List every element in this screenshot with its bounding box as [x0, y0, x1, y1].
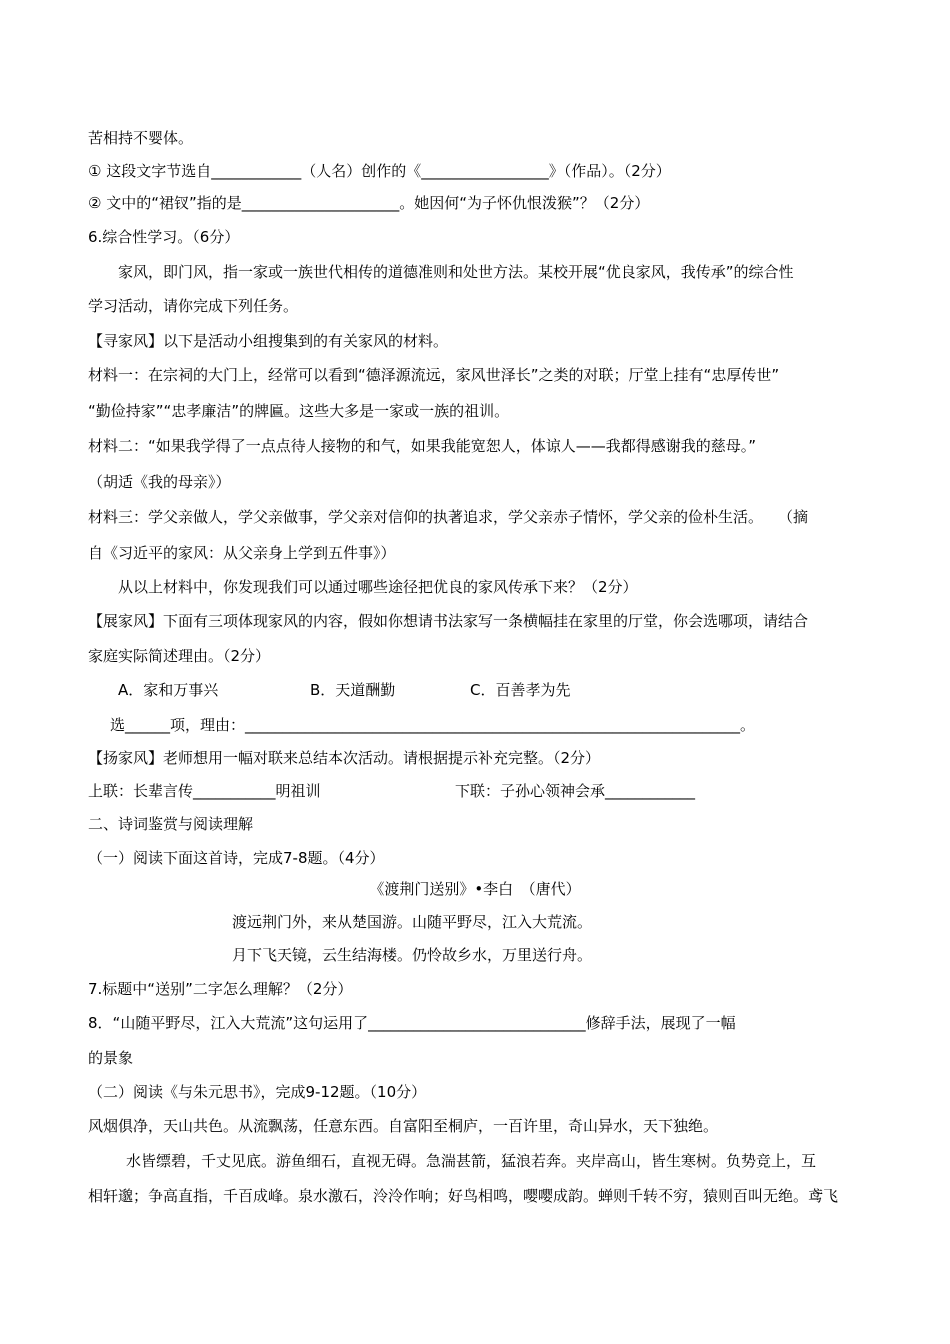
passage-line-1: 风烟俱净，天山共色。从流飘荡，任意东西。自富阳至桐庐，一百许里，奇山异水，天下独绝。 [88, 1117, 719, 1135]
couplet-lower: 下联：子孙心领神会承____________ [455, 782, 696, 800]
couplet-upper: 上联：长辈言传___________明祖训 [88, 782, 321, 800]
text-line-1: 苦相持不婴体。 [88, 129, 194, 147]
question-8: 8．“山随平野尽，江入大荒流”这句运用了_____________________________修辞手法，展现了一幅 [88, 1014, 736, 1032]
part-2-heading: （二）阅读《与朱元思书》，完成9-12题。（10分） [88, 1083, 427, 1101]
question-5-1: ① 这段文字节选自____________（人名）创作的《_________________》（作品）。（2分） [88, 162, 671, 180]
material-3-source: 自《习近平的家风：从父亲身上学到五件事》） [88, 544, 396, 562]
task-spread-heading: 【扬家风】老师想用一幅对联来总结本次活动。请根据提示补充完整。（2分） [88, 749, 601, 767]
poem-line-2: 月下飞天镜，云生结海楼。仍怜故乡水，万里送行舟。 [232, 946, 593, 964]
option-c: C．百善孝为先 [470, 681, 571, 699]
question-7: 7.标题中“送别”二字怎么理解？（2分） [88, 980, 353, 998]
task-seek-heading: 【寻家风】以下是活动小组搜集到的有关家风的材料。 [88, 332, 449, 350]
passage-line-2: 水皆缥碧，千丈见底。游鱼细石，直视无碍。急湍甚箭，猛浪若奔。夹岸高山，皆生寒树。负势竞上，互 [126, 1152, 817, 1170]
paragraph-intro-cont: 学习活动，请你完成下列任务。 [88, 297, 299, 315]
material-1: 材料一：在宗祠的大门上，经常可以看到“德泽源流远，家风世泽长”之类的对联；厅堂上挂有“忠厚传世” [88, 366, 780, 384]
section-6-heading: 6.综合性学习。（6分） [88, 228, 240, 246]
question-seek: 从以上材料中，你发现我们可以通过哪些途径把优良的家风传承下来？（2分） [118, 578, 638, 596]
question-8-cont: 的景象 [88, 1049, 134, 1067]
material-3: 材料三：学父亲做人，学父亲做事，学父亲对信仰的执著追求，学父亲赤子情怀，学父亲的俭朴生活。 （摘 [88, 508, 809, 526]
question-5-2: ② 文中的“裙钗”指的是_____________________。她因何“为子怀仇恨泼猴”？（2分） [88, 194, 650, 212]
option-a: A．家和万事兴 [118, 681, 219, 699]
section-2-heading: 二、诗词鉴赏与阅读理解 [88, 815, 254, 833]
option-b: B．天道酬勤 [310, 681, 396, 699]
passage-line-3: 相轩邈；争高直指，千百成峰。泉水激石，泠泠作响；好鸟相鸣，嘤嘤成韵。蝉则千转不穷，猿则百叫无绝。鸢飞 [88, 1187, 839, 1205]
choice-answer-line: 选______项，理由：__________________________________________________________________。 [110, 716, 756, 734]
task-show-cont: 家庭实际简述理由。（2分） [88, 647, 271, 665]
poem-line-1: 渡远荆门外，来从楚国游。山随平野尽，江入大荒流。 [232, 913, 593, 931]
poem-title: 《渡荆门送别》•李白 （唐代） [369, 880, 581, 898]
part-1-heading: （一）阅读下面这首诗，完成7-8题。（4分） [88, 849, 385, 867]
material-2: 材料二：“如果我学得了一点点待人接物的和气，如果我能宽恕人，体谅人——我都得感谢我的慈母。” [88, 437, 757, 455]
paragraph-intro: 家风，即门风，指一家或一族世代相传的道德准则和处世方法。某校开展“优良家风，我传承”的综合性 [118, 263, 794, 281]
material-1-cont: “勤俭持家”“忠孝廉洁”的牌匾。这些大多是一家或一族的祖训。 [88, 402, 510, 420]
task-show-heading: 【展家风】下面有三项体现家风的内容，假如你想请书法家写一条横幅挂在家里的厅堂，你会选哪项，请结合 [88, 612, 809, 630]
material-2-source: （胡适《我的母亲》） [88, 473, 231, 491]
